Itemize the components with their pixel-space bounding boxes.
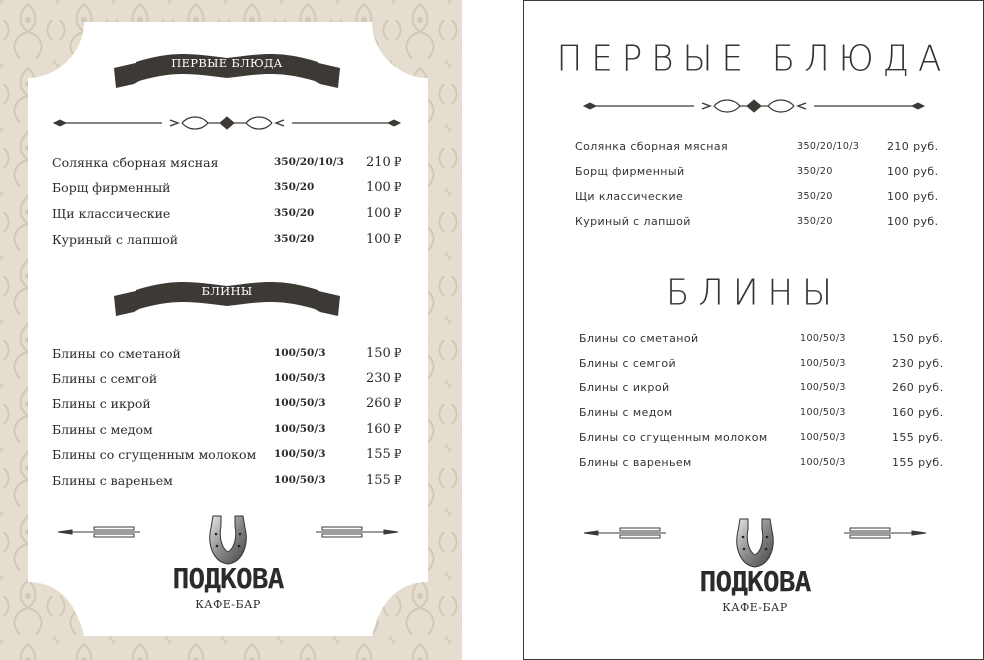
- item-name: Борщ фирменный: [575, 165, 685, 178]
- item-weight: 100/50/3: [800, 457, 846, 468]
- item-weight: 100/50/3: [274, 347, 326, 359]
- item-price: 100 руб.: [887, 215, 939, 228]
- item-name: Куриный с лапшой: [575, 215, 691, 228]
- item-weight: 100/50/3: [274, 423, 326, 435]
- item-weight: 100/50/3: [800, 407, 846, 418]
- flourish-left-icon: [584, 525, 668, 541]
- item-weight: 350/20: [274, 181, 315, 193]
- menu-item: [52, 346, 404, 368]
- item-name: Блины со сгущенным молоком: [52, 447, 257, 462]
- flourish-right-icon: [842, 525, 926, 541]
- menu-item: [579, 381, 949, 401]
- brand-logo: [163, 512, 293, 622]
- item-price: 210: [366, 155, 391, 170]
- currency-symbol: ₽: [393, 180, 402, 194]
- menu-item: [575, 215, 945, 235]
- item-name: Солянка сборная мясная: [52, 155, 219, 170]
- currency-symbol: ₽: [393, 232, 402, 246]
- item-name: Блины со сметаной: [52, 346, 181, 361]
- menu-item: [52, 447, 404, 469]
- menu-item: [52, 155, 404, 177]
- brand-name: ПОДКОВА: [699, 565, 811, 598]
- item-weight: 350/20/10/3: [797, 141, 860, 152]
- currency-symbol: ₽: [393, 422, 402, 436]
- currency-symbol: ₽: [393, 206, 402, 220]
- item-price: 150 руб.: [892, 332, 944, 345]
- item-price: 100 руб.: [887, 165, 939, 178]
- item-name: Борщ фирменный: [52, 180, 171, 195]
- item-name: Блины с икрой: [579, 381, 670, 394]
- item-price: 100 руб.: [887, 190, 939, 203]
- item-weight: 350/20: [797, 216, 833, 227]
- section-title: БЛИНЫ: [665, 272, 842, 314]
- currency-symbol: ₽: [393, 346, 402, 360]
- item-name: Блины со сгущенным молоком: [579, 431, 768, 444]
- item-price: 100: [366, 232, 391, 247]
- item-name: Солянка сборная мясная: [575, 140, 729, 153]
- menu-item: [575, 165, 945, 185]
- ribbon-banner-icon: [114, 276, 340, 320]
- item-price: 210 руб.: [887, 140, 939, 153]
- item-name: Блины с медом: [52, 422, 153, 437]
- item-price: 155: [366, 473, 391, 488]
- item-weight: 350/20: [797, 191, 833, 202]
- currency-symbol: ₽: [393, 155, 402, 169]
- brand-logo: [690, 515, 820, 625]
- brand-name: ПОДКОВА: [172, 562, 284, 595]
- item-weight: 350/20: [274, 233, 315, 245]
- item-name: Блины с семгой: [579, 357, 677, 370]
- item-weight: 100/50/3: [800, 358, 846, 369]
- item-price: 260: [366, 396, 391, 411]
- brand-subtitle: КАФЕ-БАР: [195, 598, 261, 611]
- menu-item: [52, 473, 404, 495]
- section-title: БЛИНЫ: [201, 284, 253, 298]
- menu-item: [575, 140, 945, 160]
- item-name: Блины со сметаной: [579, 332, 699, 345]
- item-price: 155 руб.: [892, 456, 944, 469]
- item-price: 100: [366, 206, 391, 221]
- menu-item: [52, 396, 404, 418]
- menu-item: [579, 456, 949, 476]
- item-name: Блины с медом: [579, 406, 673, 419]
- section-title: ПЕРВЫЕ БЛЮДА: [171, 56, 283, 70]
- menu-item: [579, 406, 949, 426]
- menu-item: [575, 190, 945, 210]
- item-weight: 100/50/3: [800, 382, 846, 393]
- item-weight: 100/50/3: [800, 333, 846, 344]
- horseshoe-icon: [163, 512, 293, 568]
- item-price: 230 руб.: [892, 357, 944, 370]
- menu-item: [579, 431, 949, 451]
- item-weight: 350/20: [797, 166, 833, 177]
- brand-subtitle: КАФЕ-БАР: [722, 601, 788, 614]
- menu-card: [28, 22, 428, 636]
- item-name: Блины с вареньем: [579, 456, 692, 469]
- currency-symbol: ₽: [393, 371, 402, 385]
- item-weight: 100/50/3: [274, 474, 326, 486]
- ribbon-pancakes: [114, 276, 340, 320]
- item-name: Щи классические: [575, 190, 684, 203]
- menu-item: [52, 232, 404, 254]
- currency-symbol: ₽: [393, 447, 402, 461]
- menu-item: [579, 357, 949, 377]
- item-name: Блины с икрой: [52, 396, 151, 411]
- item-price: 150: [366, 346, 391, 361]
- item-price: 160: [366, 422, 391, 437]
- item-weight: 350/20: [274, 207, 315, 219]
- menu-item: [52, 422, 404, 444]
- ribbon-banner-icon: [114, 48, 340, 92]
- menu-item: [52, 206, 404, 228]
- currency-symbol: ₽: [393, 473, 402, 487]
- flourish-divider-icon: [582, 95, 926, 117]
- item-weight: 100/50/3: [274, 448, 326, 460]
- item-weight: 100/50/3: [274, 372, 326, 384]
- item-price: 155: [366, 447, 391, 462]
- item-price: 230: [366, 371, 391, 386]
- item-price: 100: [366, 180, 391, 195]
- item-weight: 100/50/3: [274, 397, 326, 409]
- item-name: Блины с семгой: [52, 371, 158, 386]
- item-weight: 100/50/3: [800, 432, 846, 443]
- item-price: 155 руб.: [892, 431, 944, 444]
- item-name: Куриный с лапшой: [52, 232, 179, 247]
- flourish-left-icon: [58, 524, 142, 540]
- item-name: Щи классические: [52, 206, 171, 221]
- item-name: Блины с вареньем: [52, 473, 173, 488]
- menu-item: [579, 332, 949, 352]
- flourish-right-icon: [314, 524, 398, 540]
- horseshoe-icon: [690, 515, 820, 571]
- item-price: 160 руб.: [892, 406, 944, 419]
- currency-symbol: ₽: [393, 396, 402, 410]
- menu-item: [52, 180, 404, 202]
- section-title: ПЕРВЫЕ БЛЮДА: [556, 38, 951, 80]
- item-weight: 350/20/10/3: [274, 156, 344, 168]
- item-price: 260 руб.: [892, 381, 944, 394]
- flourish-divider-icon: [52, 112, 402, 134]
- menu-page-decorated: [0, 0, 462, 660]
- menu-page-plain: [523, 0, 984, 660]
- menu-item: [52, 371, 404, 393]
- ribbon-first-courses: [114, 48, 340, 92]
